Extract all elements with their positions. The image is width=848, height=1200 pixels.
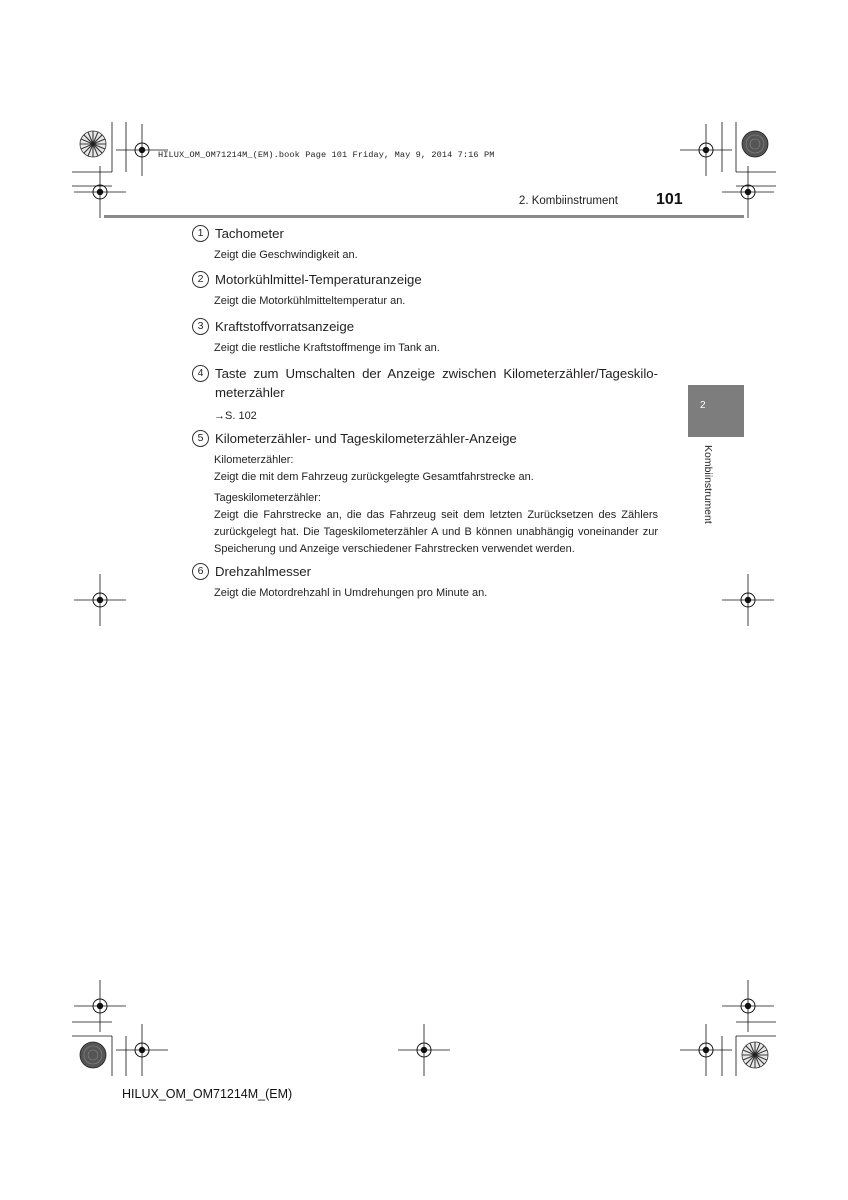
item-list [192, 224, 658, 602]
item-description: Zeigt die restliche Kraftstoffmenge im Tank an. [214, 342, 440, 354]
item-title: Taste zum Umschalten der Anzeige zwischen Kilometerzähler/Tageskilometerzähler [215, 366, 658, 400]
list-item [192, 562, 658, 602]
item-number-badge: 3 [192, 318, 209, 335]
item-title: Kraftstoffvorratsanzeige [215, 319, 355, 334]
item-title: Drehzahlmesser [215, 564, 312, 579]
chapter-tab-number: 2 [700, 400, 706, 411]
item-number-badge: 6 [192, 563, 209, 580]
item-title: Motorkühlmittel-Temperaturanzeige [215, 272, 422, 287]
item-title: Kilometerzähler- und Tageskilometerzähler-Anzeige [215, 431, 517, 446]
item-subheading: Tageskilometerzähler: [214, 492, 321, 504]
item-cross-reference: →S. 102 [214, 410, 257, 422]
item-description: Zeigt die Motordrehzahl in Umdrehungen pro Minute an. [214, 587, 488, 599]
header-section-title: 2. Kombiinstrument [518, 195, 618, 207]
item-number-badge: 5 [192, 430, 209, 447]
item-description: Zeigt die Geschwindigkeit an. [214, 249, 358, 261]
list-item [192, 429, 658, 558]
footer-document-code: HILUX_OM_OM71214M_(EM) [122, 1087, 293, 1101]
chapter-tab-label: Kombiinstrument [702, 445, 714, 524]
item-subheading: Kilometerzähler: [214, 454, 294, 466]
item-description: Zeigt die mit dem Fahrzeug zurückgelegte Gesamtfahrstrecke an. [214, 471, 534, 483]
header-page-number: 101 [656, 191, 683, 208]
item-number-badge: 1 [192, 225, 209, 242]
list-item [192, 270, 658, 310]
header-rule [104, 215, 744, 218]
list-item [192, 317, 658, 357]
item-description: Zeigt die Fahrstrecke an, die das Fahrzeug seit dem letzten Zurücksetzen des Zählers zurückgelegt hat. Die Tageskilometerzähler A und B können unabhängig voneinander zur Speicherung und Anzeige verschiedener Fahrstrecken verwendet werden. [214, 509, 658, 555]
list-item [192, 364, 658, 425]
item-number-badge: 4 [192, 365, 209, 382]
item-description: Zeigt die Motorkühlmitteltemperatur an. [214, 295, 406, 307]
item-number-badge: 2 [192, 271, 209, 288]
list-item [192, 224, 658, 264]
chapter-tab [688, 385, 744, 437]
print-info-line: HILUX_OM_OM71214M_(EM).book Page 101 Friday, May 9, 2014 7:16 PM [158, 150, 495, 160]
item-title: Tachometer [215, 226, 284, 241]
